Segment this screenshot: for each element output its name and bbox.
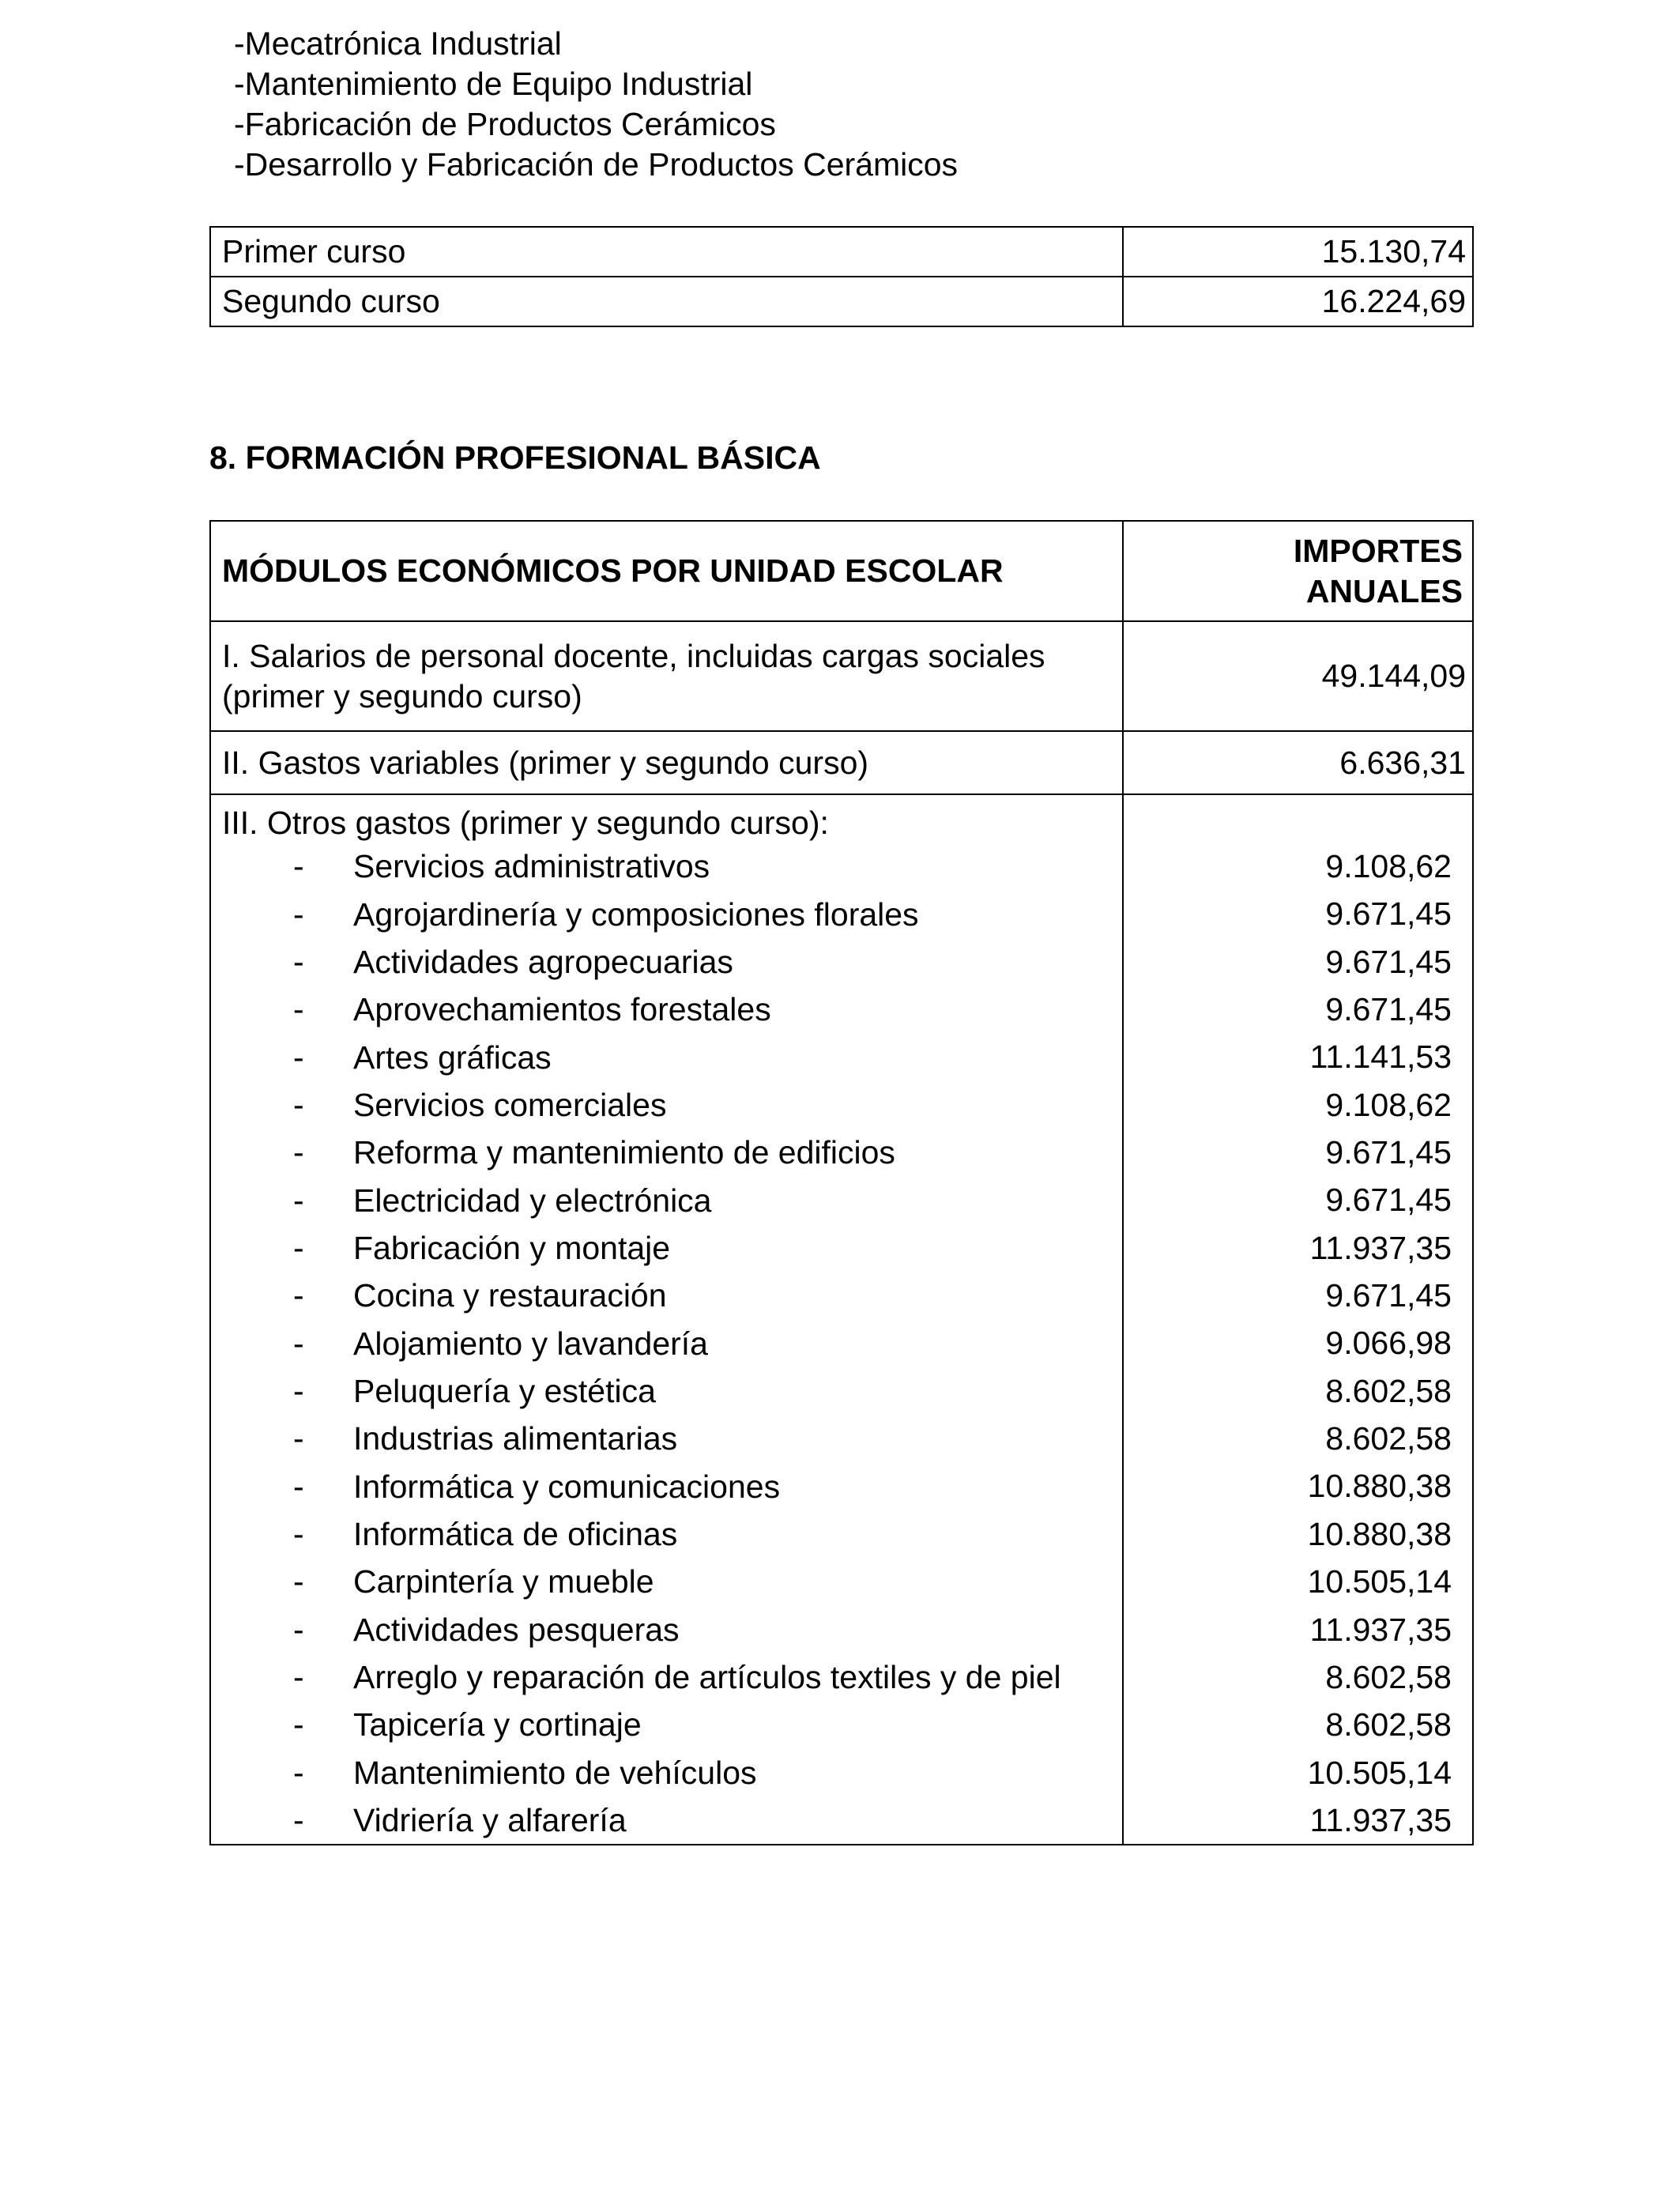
otros-gastos-list (222, 843, 1116, 1844)
table-cell-value: 16.224,69 (1123, 277, 1473, 326)
list-item (222, 1224, 1116, 1272)
list-item (222, 1796, 1116, 1844)
list-item-label: Fabricación y montaje (353, 1229, 671, 1266)
list-item (222, 1558, 1116, 1605)
list-item-value: 8.602,58 (1325, 1658, 1452, 1695)
bullet-dash: - (293, 943, 304, 980)
list-item-label: Agrojardinería y composiciones florales (353, 895, 919, 933)
table-cell-label: Primer curso (210, 227, 1123, 277)
table-cell-value: 15.130,74 (1123, 227, 1473, 277)
list-item: -Fabricación de Productos Cerámicos (234, 106, 776, 142)
table-header-value: IMPORTES ANUALES (1123, 521, 1473, 621)
list-item-value: 8.602,58 (1325, 1372, 1452, 1409)
list-item (222, 1606, 1116, 1653)
table-cell-label (210, 621, 1123, 731)
table-header-label: MÓDULOS ECONÓMICOS POR UNIDAD ESCOLAR (210, 521, 1123, 621)
list-item (222, 1367, 1116, 1415)
list-item-value: 11.937,35 (1309, 1229, 1452, 1266)
list-item-label: Actividades pesqueras (353, 1611, 680, 1648)
table-header-row (210, 521, 1473, 621)
list-item-value: 9.671,45 (1325, 1182, 1452, 1219)
list-item (222, 1033, 1116, 1080)
bullet-dash: - (293, 1229, 304, 1266)
list-item (222, 1415, 1116, 1462)
bullet-dash: - (293, 1706, 304, 1744)
bullet-dash: - (293, 1659, 304, 1696)
curso-table (209, 226, 1474, 327)
bullet-dash: - (293, 1802, 304, 1839)
table-cell-label: II. Gastos variables (primer y segundo curso) (210, 731, 1123, 794)
list-item (222, 1462, 1116, 1510)
list-item-value: 9.671,45 (1325, 991, 1452, 1028)
list-item-label: Electricidad y electrónica (353, 1182, 712, 1219)
otros-gastos-values-cell (1123, 794, 1473, 1845)
list-item-label: Servicios comerciales (353, 1086, 667, 1123)
intro-list (234, 24, 958, 185)
bullet-dash: - (293, 1039, 304, 1076)
list-item-value: 9.671,45 (1325, 1134, 1452, 1171)
table-cell-label: Segundo curso (210, 277, 1123, 326)
list-item (222, 1319, 1116, 1367)
list-item-label: Industrias alimentarias (353, 1420, 678, 1457)
list-item (222, 1081, 1116, 1129)
list-item-value: 11.937,35 (1309, 1801, 1452, 1838)
list-item (222, 938, 1116, 986)
list-item-value: 10.505,14 (1307, 1563, 1452, 1600)
list-item-value: 10.880,38 (1307, 1515, 1452, 1552)
list-item (222, 1653, 1116, 1701)
list-item (222, 843, 1116, 890)
list-item-label: Artes gráficas (353, 1039, 552, 1076)
bullet-dash: - (293, 1277, 304, 1314)
list-item-value: 10.880,38 (1307, 1468, 1452, 1505)
section-title: 8. FORMACIÓN PROFESIONAL BÁSICA (209, 439, 821, 476)
bullet-dash: - (293, 1468, 304, 1505)
list-item (222, 1129, 1116, 1176)
list-item-label: Arreglo y reparación de artículos textiles y de piel (353, 1659, 1061, 1696)
list-item-value: 8.602,58 (1325, 1420, 1452, 1457)
salarios-label-line1: I. Salarios de personal docente, incluidas cargas sociales (222, 637, 1045, 674)
list-item-label: Servicios administrativos (353, 848, 710, 885)
list-item-label: Peluquería y estética (353, 1372, 656, 1409)
list-item-value: 9.108,62 (1325, 1086, 1452, 1123)
bullet-dash: - (293, 1611, 304, 1648)
list-item (222, 1749, 1116, 1796)
table-cell-value: 6.636,31 (1123, 731, 1473, 794)
list-item-value: 9.066,98 (1325, 1325, 1452, 1362)
bullet-dash: - (293, 1420, 304, 1457)
modules-table (209, 520, 1474, 1845)
table-cell-value: 49.144,09 (1123, 621, 1473, 731)
list-item-label: Actividades agropecuarias (353, 943, 733, 980)
list-item (222, 890, 1116, 937)
list-item-label: Informática y comunicaciones (353, 1468, 781, 1505)
table-row (210, 794, 1473, 1845)
otros-gastos-title: III. Otros gastos (primer y segundo curso): (222, 805, 829, 841)
table-row (210, 731, 1473, 794)
list-item (222, 1176, 1116, 1223)
list-item-label: Cocina y restauración (353, 1277, 667, 1314)
list-item-value: 9.671,45 (1325, 943, 1452, 980)
list-item-value: 10.505,14 (1307, 1754, 1452, 1791)
list-item-value: 11.937,35 (1309, 1611, 1452, 1648)
list-item (222, 1701, 1116, 1748)
list-item-label: Vidriería y alfarería (353, 1802, 627, 1839)
list-item (222, 986, 1116, 1033)
table-row (210, 621, 1473, 731)
salarios-label-line2: (primer y segundo curso) (222, 677, 582, 714)
otros-gastos-cell (210, 794, 1123, 1845)
list-item (222, 1272, 1116, 1319)
list-item-value: 11.141,53 (1309, 1039, 1452, 1076)
list-item-label: Carpintería y mueble (353, 1563, 654, 1600)
list-item-value: 9.671,45 (1325, 895, 1452, 933)
bullet-dash: - (293, 1754, 304, 1791)
list-item-label: Alojamiento y lavandería (353, 1325, 708, 1362)
list-item-value: 8.602,58 (1325, 1706, 1452, 1744)
list-item-label: Reforma y mantenimiento de edificios (353, 1134, 895, 1171)
bullet-dash: - (293, 1182, 304, 1219)
bullet-dash: - (293, 1086, 304, 1123)
list-item: -Mantenimiento de Equipo Industrial (234, 66, 753, 102)
bullet-dash: - (293, 1563, 304, 1600)
list-item-label: Mantenimiento de vehículos (353, 1754, 757, 1791)
bullet-dash: - (293, 1134, 304, 1171)
bullet-dash: - (293, 1515, 304, 1552)
bullet-dash: - (293, 1325, 304, 1362)
list-item-label: Tapicería y cortinaje (353, 1706, 642, 1744)
list-item-label: Aprovechamientos forestales (353, 991, 771, 1028)
bullet-dash: - (293, 848, 304, 885)
bullet-dash: - (293, 1372, 304, 1409)
table-row (210, 227, 1473, 277)
list-item (222, 1510, 1116, 1558)
list-item: -Mecatrónica Industrial (234, 25, 562, 62)
bullet-dash: - (293, 895, 304, 933)
otros-gastos-values (1135, 803, 1466, 1844)
list-item: -Desarrollo y Fabricación de Productos Cerámicos (234, 146, 959, 183)
list-item-value: 9.671,45 (1325, 1277, 1452, 1314)
list-item-label: Informática de oficinas (353, 1515, 678, 1552)
table-row (210, 277, 1473, 326)
bullet-dash: - (293, 991, 304, 1028)
list-item-value: 9.108,62 (1325, 848, 1452, 884)
